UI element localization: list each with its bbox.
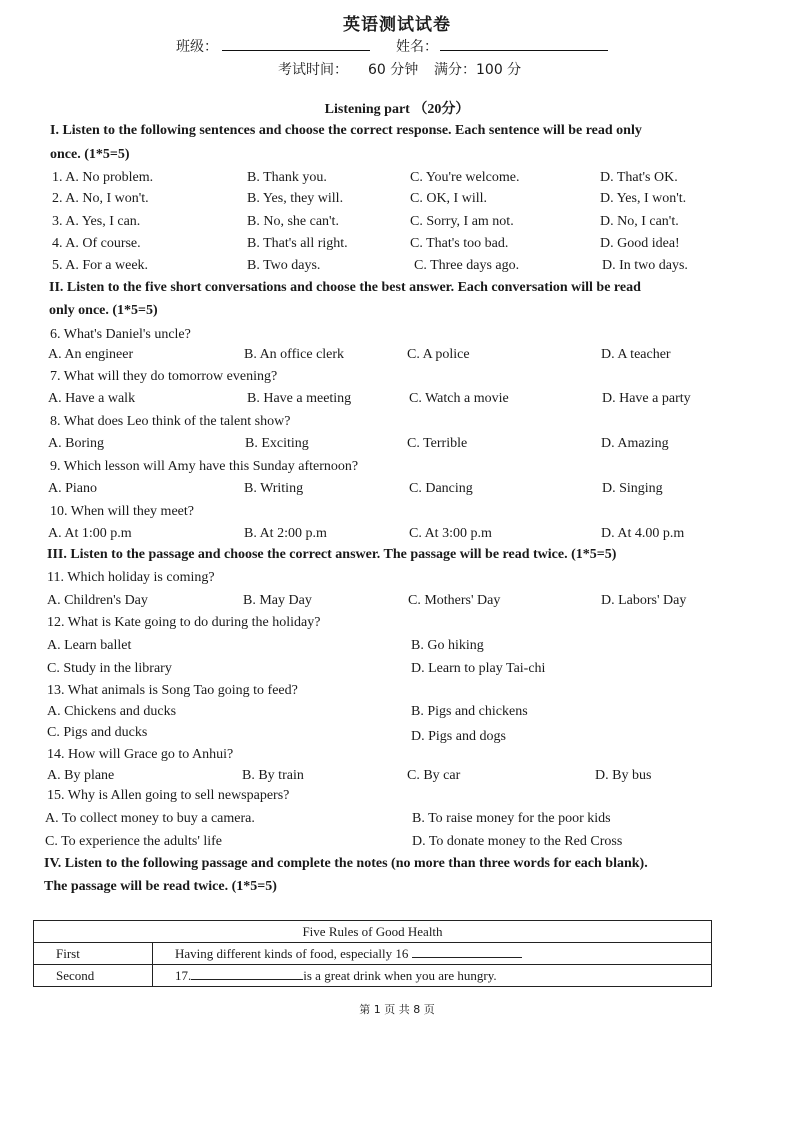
q5-option-d[interactable]: D. In two days.	[602, 258, 688, 273]
q2-option-c[interactable]: C. OK, I will.	[410, 191, 487, 206]
row-text-second: is a great drink when you are hungry.	[303, 967, 497, 983]
table-row	[34, 943, 712, 965]
section2-instruction-cont: only once. (1*5=5)	[49, 303, 158, 318]
table-row	[34, 965, 712, 987]
q4-option-c[interactable]: C. That's too bad.	[410, 236, 509, 251]
section4-instruction: IV. Listen to the following passage and complete the notes (no more than three words for each blank).	[44, 856, 648, 871]
notes-table-title: Five Rules of Good Health	[34, 921, 712, 943]
q6-option-c[interactable]: C. A police	[407, 347, 470, 362]
q13-option-a[interactable]: A. Chickens and ducks	[47, 704, 177, 719]
q6-option-d[interactable]: D. A teacher	[601, 347, 671, 362]
q13-option-c[interactable]: C. Pigs and ducks	[47, 725, 148, 740]
time-value: 60 分钟	[368, 62, 419, 78]
q11-option-b[interactable]: B. May Day	[243, 593, 312, 608]
q8-option-b[interactable]: B. Exciting	[245, 436, 309, 451]
name-field[interactable]	[440, 36, 608, 51]
blank-17[interactable]	[191, 968, 303, 980]
q1-option-d[interactable]: D. That's OK.	[600, 170, 678, 185]
q7-option-a[interactable]: A. Have a walk	[48, 391, 136, 406]
q12-option-c[interactable]: C. Study in the library	[47, 661, 172, 676]
q2-option-b[interactable]: B. Yes, they will.	[247, 191, 344, 206]
q8-option-c[interactable]: C. Terrible	[407, 436, 468, 451]
row-number-second: 17.	[175, 967, 192, 983]
q7-question: 7. What will they do tomorrow evening?	[50, 369, 278, 384]
q5-option-b[interactable]: B. Two days.	[247, 258, 321, 273]
class-label: 班级：	[176, 39, 218, 55]
q10-option-d[interactable]: D. At 4.00 p.m	[601, 526, 685, 541]
q6-option-a[interactable]: A. An engineer	[48, 347, 134, 362]
q14-option-a[interactable]: A. By plane	[47, 768, 115, 783]
q10-option-b[interactable]: B. At 2:00 p.m	[244, 526, 327, 541]
section4-instruction-cont: The passage will be read twice. (1*5=5)	[44, 879, 277, 894]
row-label-second: Second	[34, 965, 153, 987]
q12-option-b[interactable]: B. Go hiking	[411, 638, 484, 653]
q15-option-a[interactable]: A. To collect money to buy a camera.	[45, 811, 255, 826]
q11-option-a[interactable]: A. Children's Day	[47, 593, 148, 608]
blank-16[interactable]	[412, 946, 522, 958]
q8-option-a[interactable]: A. Boring	[48, 436, 104, 451]
q4-option-a[interactable]: 4. A. Of course.	[52, 236, 141, 251]
q10-option-c[interactable]: C. At 3:00 p.m	[409, 526, 492, 541]
q6-question: 6. What's Daniel's uncle?	[50, 327, 191, 342]
q2-option-a[interactable]: 2. A. No, I won't.	[52, 191, 149, 206]
name-label: 姓名：	[396, 39, 438, 55]
q11-question: 11. Which holiday is coming?	[47, 570, 215, 585]
q6-option-b[interactable]: B. An office clerk	[244, 347, 345, 362]
q9-option-c[interactable]: C. Dancing	[409, 481, 473, 496]
q5-option-c[interactable]: C. Three days ago.	[414, 258, 520, 273]
q1-option-b[interactable]: B. Thank you.	[247, 170, 327, 185]
page-footer: 第 1 页 共 8 页	[359, 1003, 435, 1016]
q1-option-a[interactable]: 1. A. No problem.	[52, 170, 154, 185]
q7-option-c[interactable]: C. Watch a movie	[409, 391, 509, 406]
q10-question: 10. When will they meet?	[50, 504, 194, 519]
q2-option-d[interactable]: D. Yes, I won't.	[600, 191, 687, 206]
q14-question: 14. How will Grace go to Anhui?	[47, 747, 234, 762]
section1-instruction-cont: once. (1*5=5)	[50, 147, 130, 162]
q5-option-a[interactable]: 5. A. For a week.	[52, 258, 149, 273]
q10-option-a[interactable]: A. At 1:00 p.m	[48, 526, 132, 541]
q9-question: 9. Which lesson will Amy have this Sunday afternoon?	[50, 459, 359, 474]
q9-option-d[interactable]: D. Singing	[602, 481, 663, 496]
row-text-first: Having different kinds of food, especially 16	[175, 945, 409, 961]
section2-instruction: II. Listen to the five short conversations and choose the best answer. Each conversation will be read	[49, 280, 641, 295]
q12-question: 12. What is Kate going to do during the holiday?	[47, 615, 321, 630]
q15-question: 15. Why is Allen going to sell newspapers?	[47, 788, 290, 803]
q14-option-d[interactable]: D. By bus	[595, 768, 652, 783]
exam-title: 英语测试试卷	[343, 15, 451, 35]
time-label: 考试时间：	[278, 62, 348, 78]
q15-option-b[interactable]: B. To raise money for the poor kids	[412, 811, 611, 826]
q3-option-a[interactable]: 3. A. Yes, I can.	[52, 214, 141, 229]
row-content-first	[153, 943, 712, 965]
q4-option-d[interactable]: D. Good idea!	[600, 236, 680, 251]
part-title: Listening part （20分）	[324, 102, 470, 117]
q11-option-d[interactable]: D. Labors' Day	[601, 593, 687, 608]
q13-question: 13. What animals is Song Tao going to feed?	[47, 683, 298, 698]
row-label-first: First	[34, 943, 153, 965]
q8-question: 8. What does Leo think of the talent show?	[50, 414, 291, 429]
q3-option-b[interactable]: B. No, she can't.	[247, 214, 339, 229]
q13-option-d[interactable]: D. Pigs and dogs	[411, 729, 506, 744]
q11-option-c[interactable]: C. Mothers' Day	[408, 593, 501, 608]
q9-option-a[interactable]: A. Piano	[48, 481, 97, 496]
q1-option-c[interactable]: C. You're welcome.	[410, 170, 520, 185]
q3-option-c[interactable]: C. Sorry, I am not.	[410, 214, 514, 229]
q7-option-b[interactable]: B. Have a meeting	[247, 391, 352, 406]
q15-option-c[interactable]: C. To experience the adults' life	[45, 834, 223, 849]
q8-option-d[interactable]: D. Amazing	[601, 436, 669, 451]
q7-option-d[interactable]: D. Have a party	[602, 391, 691, 406]
q3-option-d[interactable]: D. No, I can't.	[600, 214, 679, 229]
q9-option-b[interactable]: B. Writing	[244, 481, 304, 496]
class-field[interactable]	[222, 36, 370, 51]
section3-instruction: III. Listen to the passage and choose the correct answer. The passage will be read twice. (1*5=5)	[47, 547, 617, 562]
section1-instruction: I. Listen to the following sentences and choose the correct response. Each sentence will be read only	[50, 123, 642, 138]
q4-option-b[interactable]: B. That's all right.	[247, 236, 348, 251]
q13-option-b[interactable]: B. Pigs and chickens	[411, 704, 528, 719]
q12-option-a[interactable]: A. Learn ballet	[47, 638, 132, 653]
q14-option-b[interactable]: B. By train	[242, 768, 304, 783]
notes-table	[33, 920, 712, 987]
q14-option-c[interactable]: C. By car	[407, 768, 461, 783]
score-label: 满分：100 分	[434, 62, 522, 78]
q12-option-d[interactable]: D. Learn to play Tai-chi	[411, 661, 546, 676]
q15-option-d[interactable]: D. To donate money to the Red Cross	[412, 834, 623, 849]
row-content-second	[153, 965, 712, 987]
